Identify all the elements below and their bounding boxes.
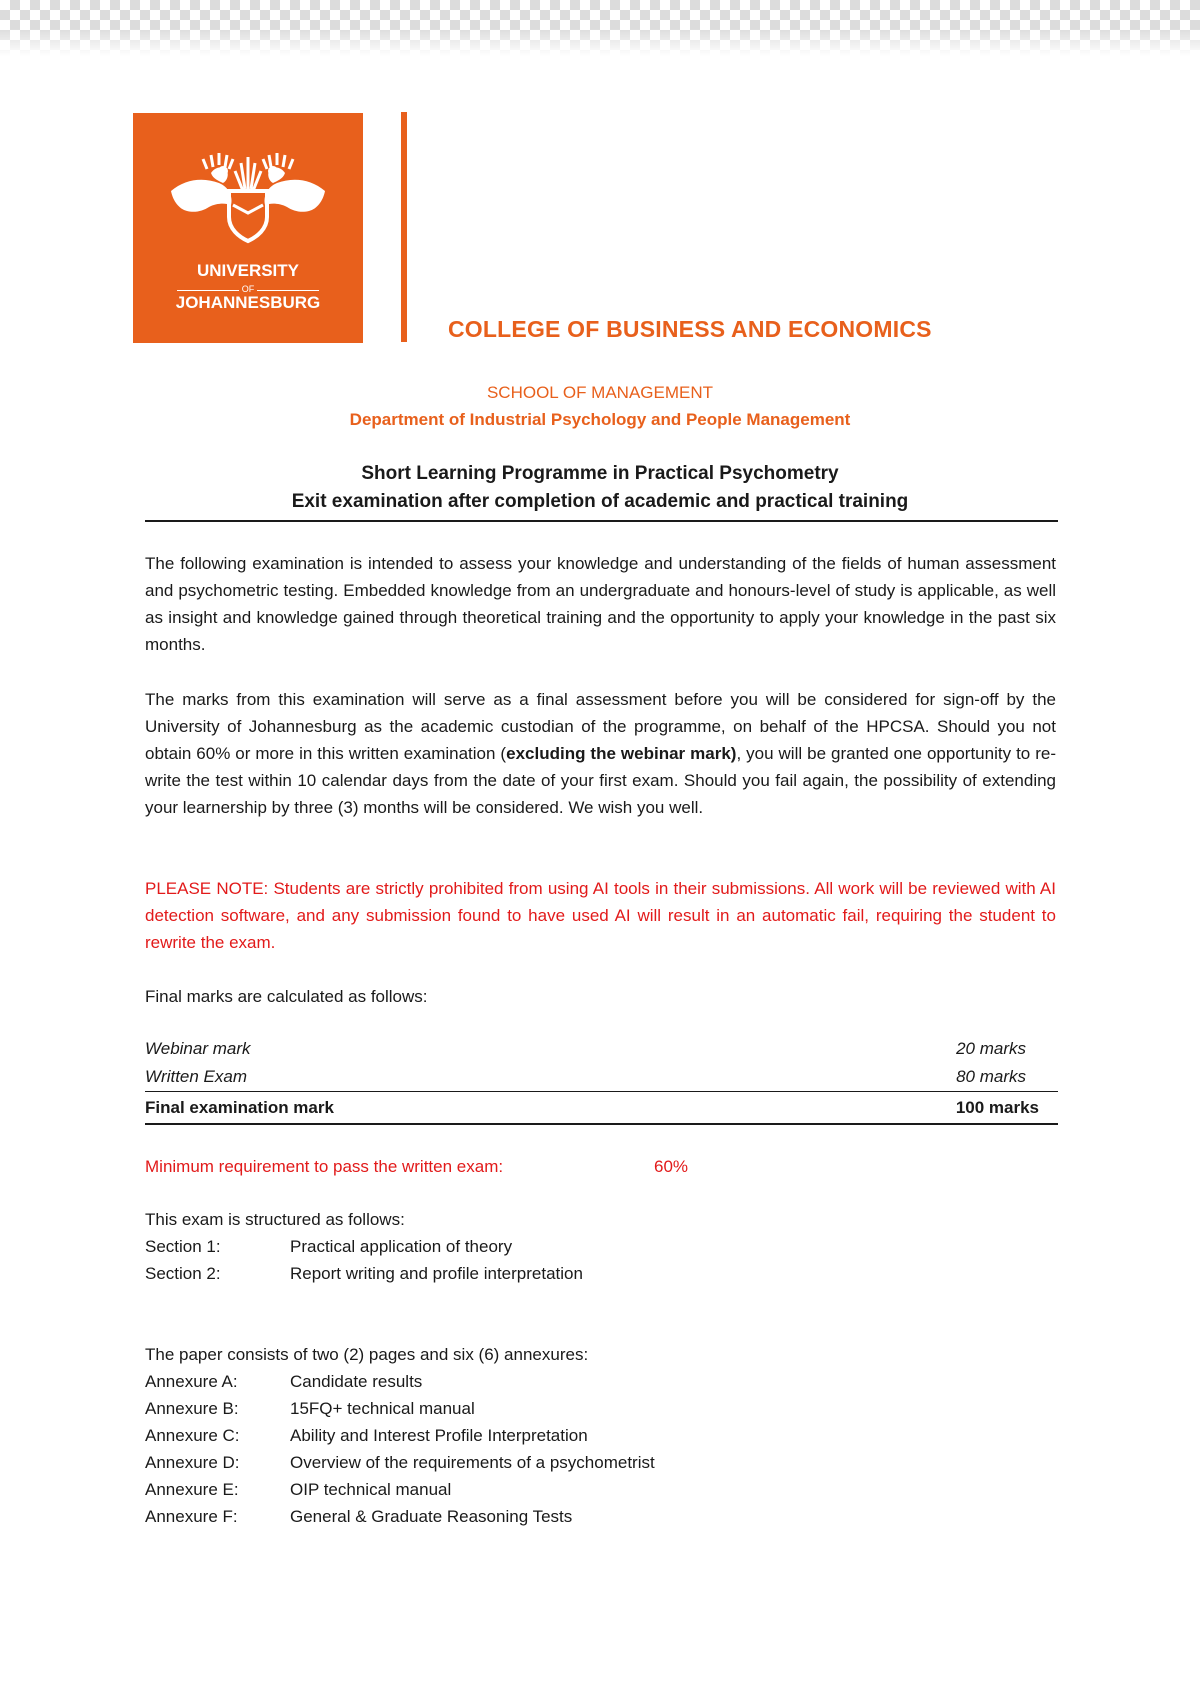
table-total-value: 100 marks [955, 1098, 1039, 1117]
annexure-label: Annexure B: [145, 1399, 239, 1418]
annexure-label: Annexure F: [145, 1507, 238, 1526]
annexure-label: Annexure A: [145, 1372, 238, 1391]
annexure-label: Annexure C: [145, 1426, 240, 1445]
annexures-intro: The paper consists of two (2) pages and six (6) annexures: [145, 1345, 589, 1364]
university-logo [133, 113, 363, 343]
table-row-label: Webinar mark [145, 1039, 251, 1058]
structure-intro: This exam is structured as follows: [145, 1210, 405, 1229]
logo-line-of: OF [133, 284, 363, 294]
scan-border-pattern [0, 0, 1200, 56]
school-name: SCHOOL OF MANAGEMENT [486, 383, 714, 402]
table-divider [145, 1091, 1058, 1092]
final-marks-intro: Final marks are calculated as follows: [145, 987, 428, 1006]
annexure-text: OIP technical manual [290, 1480, 452, 1499]
page-title: Short Learning Programme in Practical Psychometry [361, 463, 839, 484]
annexure-label: Annexure D: [145, 1453, 240, 1472]
table-total-label: Final examination mark [145, 1098, 334, 1117]
minimum-requirement-label: Minimum requirement to pass the written exam: [145, 1157, 504, 1176]
page-subtitle: Exit examination after completion of academic and practical training [291, 491, 909, 512]
intro-paragraph: The following examination is intended to assess your knowledge and understanding of the fields of human assessment and psychometric testing. Embedded knowledge from an undergraduate and honours-level of study is applicable, as well as insight and knowledge gained through theoretical training and the opportunity to apply your knowledge in the past six months. [145, 554, 1056, 654]
marks-paragraph: The marks from this examination will serve as a final assessment before you will be considered for sign-off by the University of Johannesburg as the academic custodian of the programme, on behalf of the HPCSA. Should you not obtain 60% or more in this written examination (excluding the webinar mark), you will be granted one opportunity to re-write the test within 10 calendar days from the date of your first exam. Should you fail again, the possibility of extending your learnership by three (3) months will be considered. We wish you well. [145, 690, 1056, 817]
section-text: Report writing and profile interpretation [290, 1264, 583, 1283]
section-label: Section 2: [145, 1264, 221, 1283]
section-text: Practical application of theory [290, 1237, 513, 1256]
ai-policy-note: PLEASE NOTE: Students are strictly prohibited from using AI tools in their submissions. All work will be reviewed with AI detection software, and any submission found to have used AI will result in an automatic fail, requiring the student to rewrite the exam. [145, 879, 1056, 952]
annexure-text: Overview of the requirements of a psychometrist [290, 1453, 655, 1472]
table-row-value: 80 marks [956, 1067, 1026, 1086]
section-label: Section 1: [145, 1237, 221, 1256]
minimum-requirement-value: 60% [654, 1157, 689, 1176]
title-underline [145, 520, 1058, 522]
logo-line-johannesburg: JOHANNESBURG [175, 293, 321, 312]
table-row-value: 20 marks [956, 1039, 1026, 1058]
logo-line-university: UNIVERSITY [196, 261, 300, 280]
table-row-label: Written Exam [145, 1067, 248, 1086]
header-divider [401, 112, 407, 342]
annexure-label: Annexure E: [145, 1480, 239, 1499]
annexure-text: 15FQ+ technical manual [290, 1399, 475, 1418]
table-bottom-rule [145, 1123, 1058, 1125]
annexure-text: Ability and Interest Profile Interpretation [290, 1426, 588, 1445]
annexure-text: General & Graduate Reasoning Tests [290, 1507, 573, 1526]
department-name: Department of Industrial Psychology and People Management [349, 410, 851, 429]
college-name: COLLEGE OF BUSINESS AND ECONOMICS [448, 316, 932, 342]
annexure-text: Candidate results [290, 1372, 423, 1391]
